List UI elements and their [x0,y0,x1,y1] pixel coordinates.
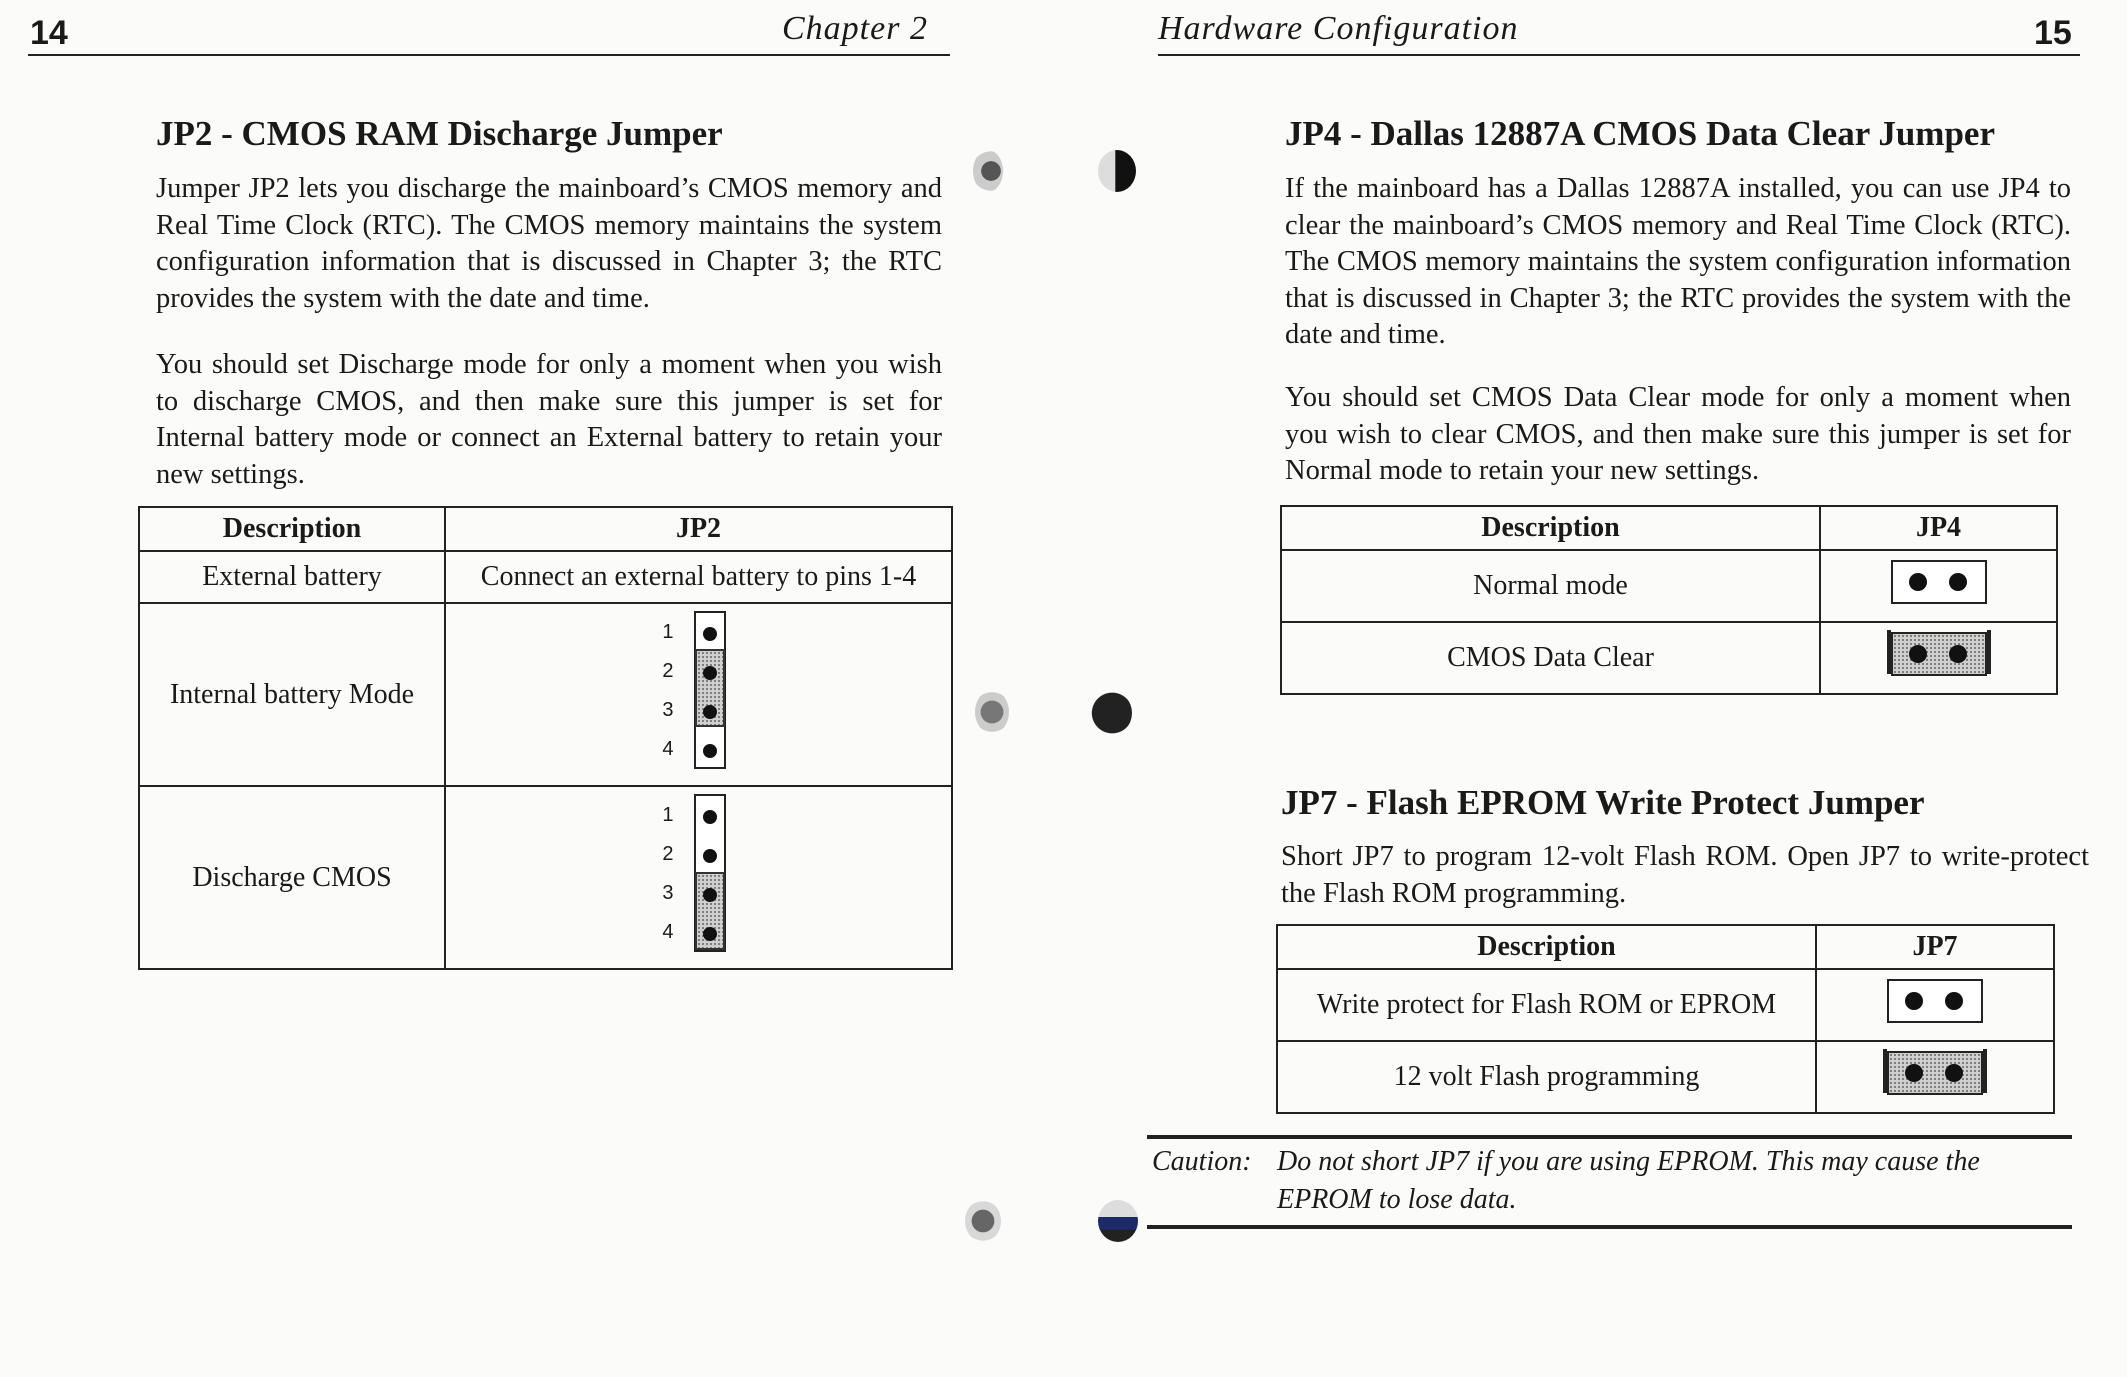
pin-dot [1905,992,1923,1010]
jp2-row-internal-diagram [445,603,952,786]
jp2-col-description: Description [139,507,445,551]
jp2-row-internal-desc: Internal battery Mode [139,603,445,786]
pin-header-strip [694,794,726,952]
pin-label: 3 [662,698,674,721]
caution-label: Caution: [1152,1146,1252,1177]
pin-dot [703,627,717,641]
pin-label: 3 [662,881,674,904]
pin-dot [1909,645,1927,663]
running-head-left: Chapter 2 [782,10,928,47]
page-number-right: 15 [2034,14,2072,52]
pin-dot [703,810,717,824]
jp7-row-protect-diagram [1816,969,2054,1041]
pin-label: 1 [662,803,674,826]
jp4-row-normal-desc: Normal mode [1281,550,1820,622]
jp2-row-discharge-diagram [445,786,952,969]
jp7-row-program-desc: 12 volt Flash programming [1277,1041,1816,1113]
heading-jp7: JP7 - Flash EPROM Write Protect Jumper [1281,783,1925,822]
jp7-row-protect-desc: Write protect for Flash ROM or EPROM [1277,969,1816,1041]
paragraph-jp2-usage: You should set Discharge mode for only a moment when you wish to discharge CMOS, and then make sure this jumper is set for Internal battery mode or connect an External battery to retain your new settings. [156,349,942,490]
jumper-closed [1887,1051,1983,1095]
jp4-table [1280,505,2058,695]
binder-hole [1098,1200,1138,1242]
pin-dot [703,744,717,758]
heading-jp4: JP4 - Dallas 12887A CMOS Data Clear Jumper [1285,114,1995,153]
pin-label: 2 [662,659,674,682]
jp2-col-jp2: JP2 [445,507,952,551]
pin-dot [703,927,717,941]
pin-dot [1909,573,1927,591]
pin-dot [703,705,717,719]
caution-text: Do not short JP7 if you are using EPROM. This may cause the EPROM to lose data. [1277,1146,1980,1215]
caution-rule-top [1147,1135,2072,1139]
jumper-open [1891,560,1987,604]
jp2-table [138,506,953,970]
pin-header-strip [694,611,726,769]
jp7-table [1276,924,2055,1114]
jp4-row-normal-diagram [1820,550,2057,622]
paragraph-jp4-intro: If the mainboard has a Dallas 12887A installed, you can use JP4 to clear the mainboard’s CMOS memory and Real Time Clock (RTC). The CMOS memory maintains the system configuration information that is discussed in Chapter 3; the RTC provides the system with the date and time. [1285,173,2071,351]
header-rule-right [1158,54,2080,56]
pin-dot [1949,645,1967,663]
jp4-row-clear-desc: CMOS Data Clear [1281,622,1820,694]
binder-hole [965,1200,1001,1242]
jp7-col-jp7: JP7 [1816,925,2054,969]
heading-jp2: JP2 - CMOS RAM Discharge Jumper [156,114,723,153]
page-number-left: 14 [30,14,68,52]
paragraph-jp7: Short JP7 to program 12-volt Flash ROM. Open JP7 to write-protect the Flash ROM programming. [1281,841,2089,909]
binder-hole [1088,690,1132,736]
jumper-diagram-internal [654,611,744,771]
jp4-col-description: Description [1281,506,1820,550]
pin-dot [1945,1064,1963,1082]
pin-dot [1949,573,1967,591]
jumper-closed [1891,632,1987,676]
jp7-col-description: Description [1277,925,1816,969]
jp7-row-program-diagram [1816,1041,2054,1113]
paragraph-jp2-intro: Jumper JP2 lets you discharge the mainboard’s CMOS memory and Real Time Clock (RTC). The CMOS memory maintains the system configuration information that is discussed in Chapter 3; the RTC provides the system with the date and time. [156,173,942,314]
pin-label: 4 [662,737,674,760]
pin-label: 2 [662,842,674,865]
binder-hole [975,690,1009,734]
binder-hole [973,150,1003,192]
jp2-row-external-desc: External battery [139,551,445,603]
running-head-right: Hardware Configuration [1158,10,1519,47]
pin-label: 1 [662,620,674,643]
jumper-diagram-discharge [654,794,744,954]
jp4-col-jp4: JP4 [1820,506,2057,550]
pin-dot [703,849,717,863]
pin-dot [703,666,717,680]
pin-dot [1945,992,1963,1010]
jp2-row-discharge-desc: Discharge CMOS [139,786,445,969]
jp2-row-external-value: Connect an external battery to pins 1-4 [445,551,952,603]
pin-dot [1905,1064,1923,1082]
header-rule-left [28,54,950,56]
pin-label: 4 [662,920,674,943]
jumper-open [1887,979,1983,1023]
jp4-row-clear-diagram [1820,622,2057,694]
paragraph-jp4-usage: You should set CMOS Data Clear mode for only a moment when you wish to clear CMOS, and then make sure this jumper is set for Normal mode to retain your new settings. [1285,382,2071,487]
binder-hole [1098,150,1136,192]
caution-rule-bottom [1147,1225,2072,1229]
pin-dot [703,888,717,902]
